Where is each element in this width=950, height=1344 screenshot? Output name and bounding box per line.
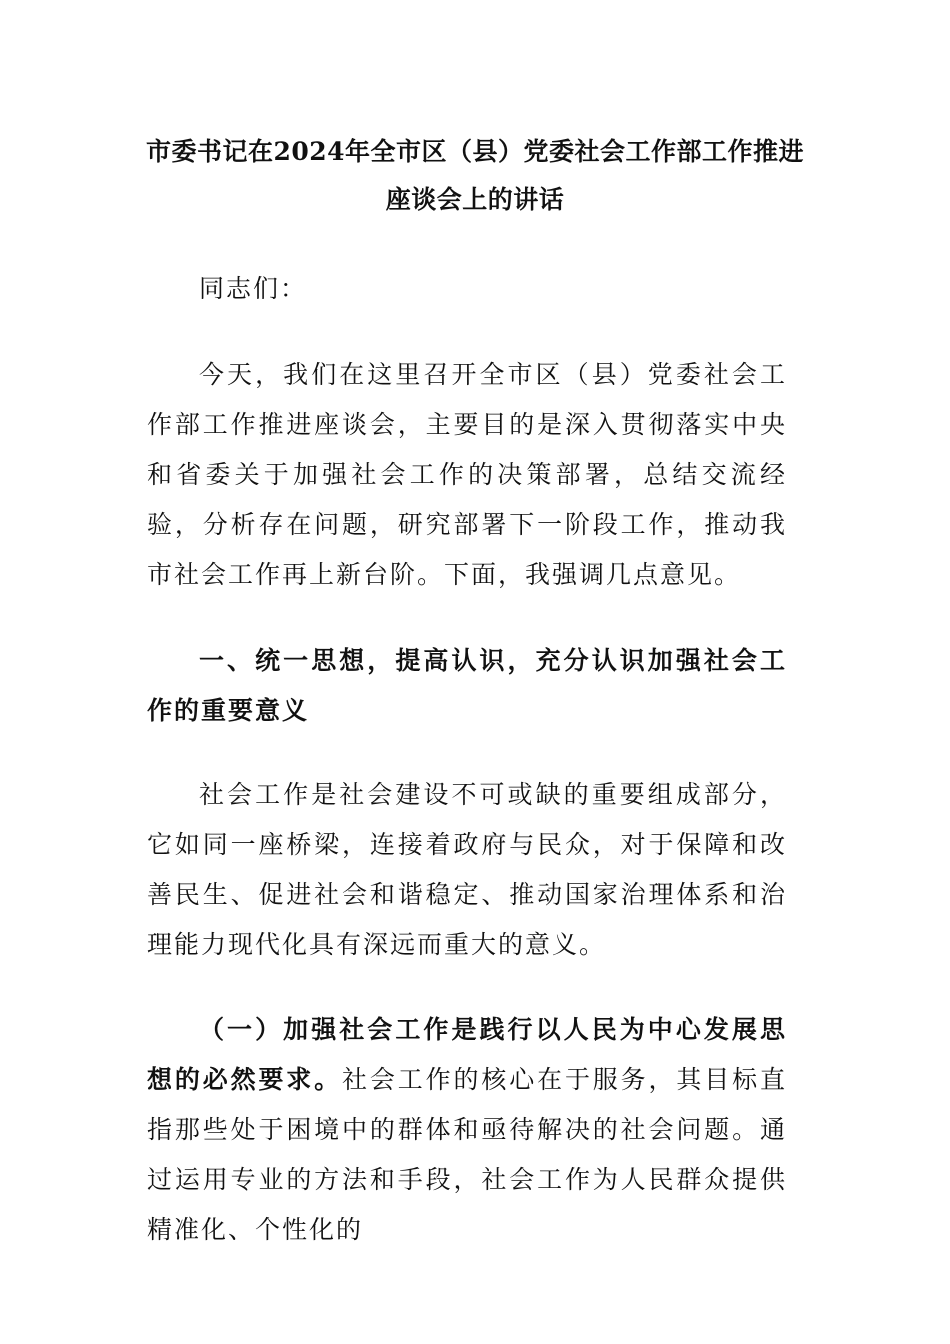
- subsection-heading-1: （一）加强社会工作是践行以人民为中心发展思想的必然要求。: [147, 1015, 787, 1094]
- document-title: [140, 128, 810, 224]
- paragraph-subsection-1: [147, 1005, 787, 1255]
- paragraph-opening: 今天，我们在这里召开全市区（县）党委社会工作部工作推进座谈会，主要目的是深入贯彻落实中央和省委关于加强社会工作的决策部署，总结交流经验，分析存在问题，研究部署下一阶段工作，推动我市社会工作再上新台阶。下面，我强调几点意见。: [147, 360, 787, 589]
- title-line-2: 座谈会上的讲话: [385, 185, 565, 214]
- salutation: 同志们：: [199, 274, 308, 303]
- section-heading-1: 一、统一思想，提高认识，充分认识加强社会工作的重要意义: [147, 646, 787, 725]
- subsection-body-1: 社会工作的核心在于服务，其目标直指那些处于困境中的群体和亟待解决的社会问题。通过运用专业的方法和手段，社会工作为人民群众提供精准化、个性化的: [147, 1065, 787, 1244]
- paragraph-significance: 社会工作是社会建设不可或缺的重要组成部分，它如同一座桥梁，连接着政府与民众，对于保障和改善民生、促进社会和谐稳定、推动国家治理体系和治理能力现代化具有深远而重大的意义。: [147, 780, 787, 959]
- title-line-1: 市委书记在2024年全市区（县）党委社会工作部工作推进: [145, 137, 805, 166]
